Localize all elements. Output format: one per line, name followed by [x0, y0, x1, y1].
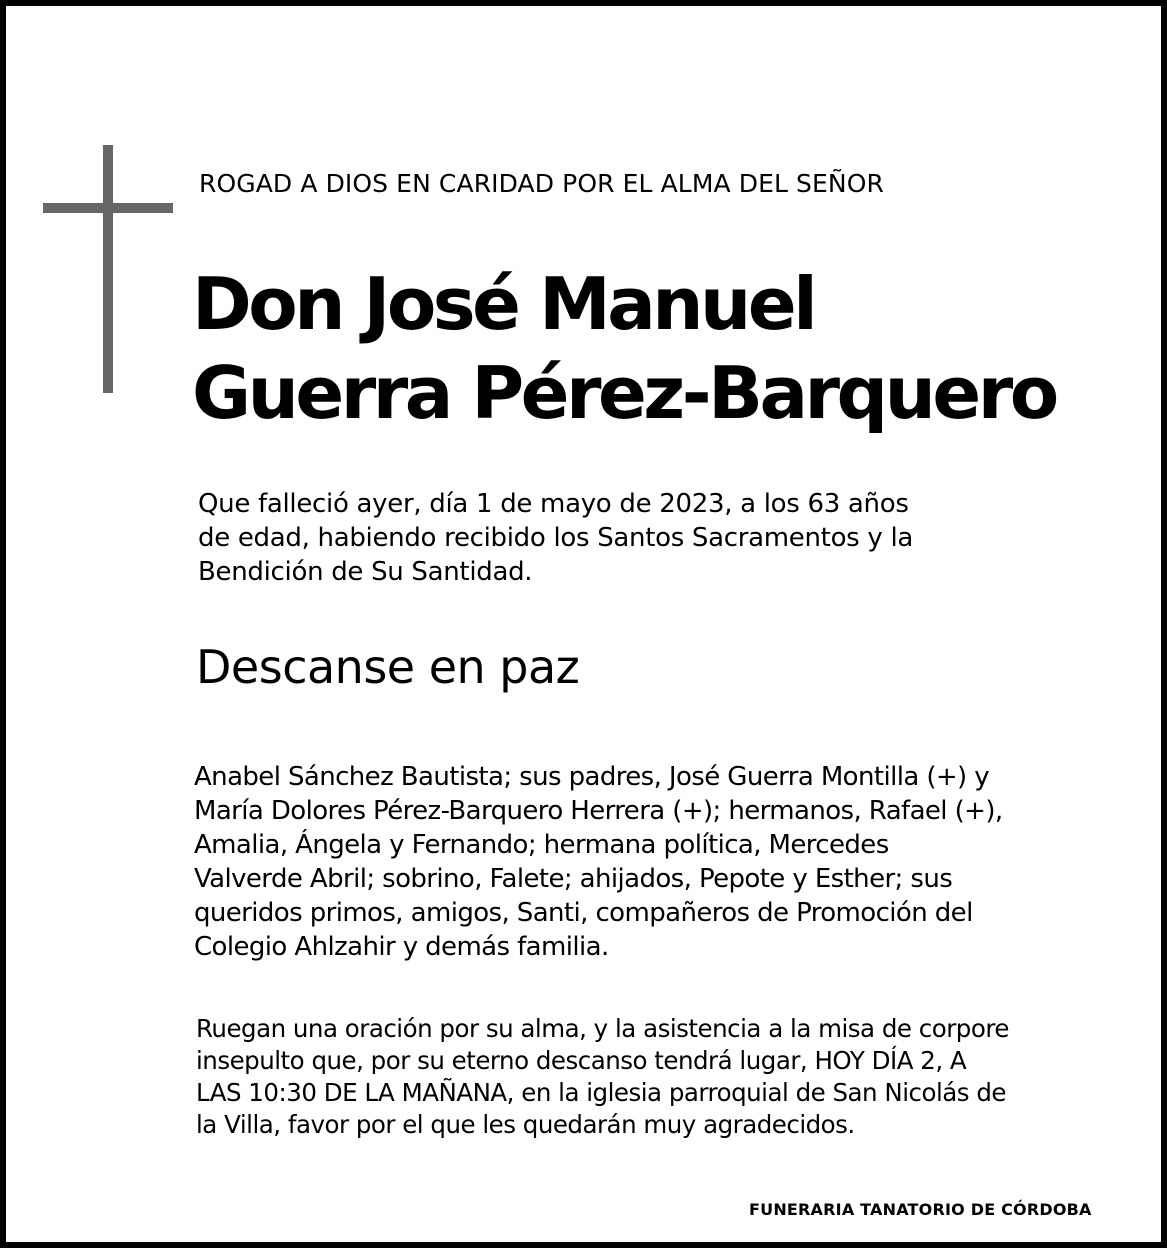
rest-in-peace: Descanse en paz — [196, 640, 580, 694]
family-line: Colegio Ahlzahir y demás familia. — [194, 932, 609, 962]
deceased-name-line-2: Guerra Pérez-Barquero — [192, 351, 1056, 435]
mass-request-line: la Villa, favor por el que les quedarán muy agradecidos. — [196, 1110, 855, 1139]
death-notice-line: Que falleció ayer, día 1 de mayo de 2023, a los 63 años — [198, 489, 909, 519]
mass-request — [196, 1013, 1009, 1141]
family-line: Anabel Sánchez Bautista; sus padres, José Guerra Montilla (+) y — [194, 762, 990, 792]
mass-request-line: insepulto que, por su eterno descanso tendrá lugar, HOY DÍA 2, A — [196, 1046, 967, 1075]
mass-request-line: LAS 10:30 DE LA MAÑANA, en la iglesia parroquial de San Nicolás de — [196, 1078, 1006, 1107]
deceased-name-line-1: Don José Manuel — [192, 262, 815, 346]
death-notice-line: de edad, habiendo recibido los Santos Sacramentos y la — [198, 523, 913, 553]
family-line: queridos primos, amigos, Santi, compañeros de Promoción del — [194, 898, 973, 928]
family-line: María Dolores Pérez-Barquero Herrera (+); hermanos, Rafael (+), — [194, 796, 1003, 826]
death-notice — [198, 487, 913, 589]
funeral-home-name: FUNERARIA TANATORIO DE CÓRDOBA — [749, 1200, 1092, 1219]
mass-request-line: Ruegan una oración por su alma, y la asistencia a la misa de corpore — [196, 1014, 1009, 1043]
death-notice-line: Bendición de Su Santidad. — [198, 557, 533, 587]
family-line: Valverde Abril; sobrino, Falete; ahijados, Pepote y Esther; sus — [194, 864, 953, 894]
family-line: Amalia, Ángela y Fernando; hermana política, Mercedes — [194, 830, 889, 860]
cross-icon-horizontal — [43, 203, 173, 213]
cross-icon-vertical — [103, 145, 113, 393]
header-invocation: ROGAD A DIOS EN CARIDAD POR EL ALMA DEL SEÑOR — [199, 169, 884, 198]
family-list — [194, 760, 1003, 964]
